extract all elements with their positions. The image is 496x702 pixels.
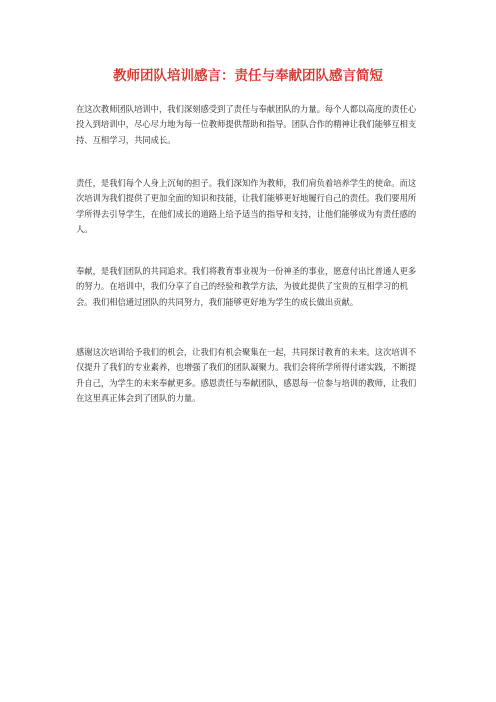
paragraph-dedication: 奉献，是我们团队的共同追求。我们将教育事业视为一份神圣的事业，愿意付出比普通人更多的努力。在培训中，我们分享了自己的经验和教学方法，为彼此提供了宝贵的互相学习的机会。我们相信通过团队的共同努力，我们能够更好地为学生的成长做出贡献。 [76, 266, 417, 307]
paragraph-responsibility: 责任，是我们每个人身上沉甸的担子。我们深知作为教师，我们肩负着培养学生的使命。而这次培训为我们提供了更加全面的知识和技能，让我们能够更好地履行自己的责任。我们要用所学所得去引导学生，在他们成长的道路上给予适当的指导和支持，让他们能够成为有责任感的人。 [76, 178, 417, 234]
paragraph-gratitude: 感谢这次培训给予我们的机会，让我们有机会聚集在一起，共同探讨教育的未来。这次培训不仅提升了我们的专业素养，也增强了我们的团队凝聚力。我们会将所学所得付诸实践，不断提升自己，为学生的未来奉献更多。感恩责任与奉献团队，感恩每一位参与培训的教师，让我们在这里真正体会到了团队的力量。 [76, 347, 417, 403]
paragraph-responsibility-team: 在这次教师团队培训中，我们深刻感受到了责任与奉献团队的力量。每个人都以高度的责任心投入到培训中，尽心尽力地为每一位教师提供帮助和指导。团队合作的精神让我们能够互相支持、互相学习，共同成长。 [76, 104, 417, 145]
document-title: 教师团队培训感言：责任与奉献团队感言简短 [113, 68, 383, 84]
